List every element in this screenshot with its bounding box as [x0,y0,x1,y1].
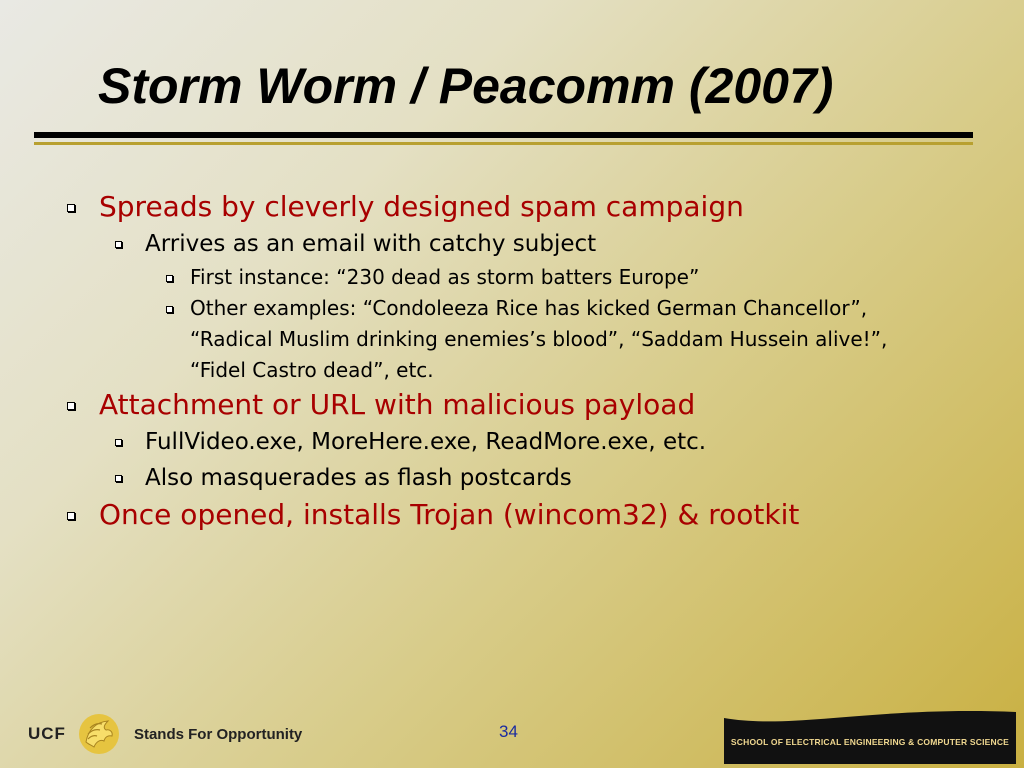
slide-title: Storm Worm / Peacomm (2007) [98,58,834,114]
school-badge [724,704,1016,764]
square-bullet-icon [67,402,75,410]
square-bullet-icon [67,204,75,212]
ucf-wordmark: UCF [28,724,66,743]
bullet-text: Attachment or URL with malicious payload [99,388,696,421]
bullet-item [0,188,1024,226]
bullet-item [0,386,1024,424]
bullet-text: Once opened, installs Trojan (wincom32) & rootkit [99,498,800,531]
bullet-item [0,262,1024,293]
bullet-item [0,424,1024,460]
square-bullet-icon [115,475,122,482]
page-number: 34 [499,722,518,741]
square-bullet-icon [67,512,75,520]
bullet-list [0,188,1024,534]
school-name: SCHOOL OF ELECTRICAL ENGINEERING & COMPUTER SCIENCE [730,737,1010,747]
bullet-text-line: “Radical Muslim drinking enemies’s blood”, “Saddam Hussein alive!”, [190,327,888,351]
ucf-tagline: Stands For Opportunity [133,725,303,743]
bullet-text: First instance: “230 dead as storm batters Europe” [190,265,700,289]
square-bullet-icon [166,275,173,282]
title-underline-black [34,132,973,138]
bullet-item [0,496,1024,534]
bullet-text-line: “Fidel Castro dead”, etc. [190,358,434,382]
bullet-text: Spreads by cleverly designed spam campaign [99,190,744,223]
square-bullet-icon [115,241,122,248]
title-underline-gold [34,142,973,145]
ucf-logo [28,712,302,756]
bullet-item [0,226,1024,262]
bullet-item [0,293,1024,386]
bullet-item [0,460,1024,496]
school-badge-shape [724,704,1016,764]
pegasus-icon [76,712,122,756]
bullet-text: FullVideo.exe, MoreHere.exe, ReadMore.exe, etc. [145,429,707,455]
bullet-text: Arrives as an email with catchy subject [145,231,597,257]
square-bullet-icon [166,306,173,313]
square-bullet-icon [115,439,122,446]
bullet-text-line: Other examples: “Condoleeza Rice has kicked German Chancellor”, [190,296,868,320]
bullet-text: Also masquerades as flash postcards [145,465,572,491]
